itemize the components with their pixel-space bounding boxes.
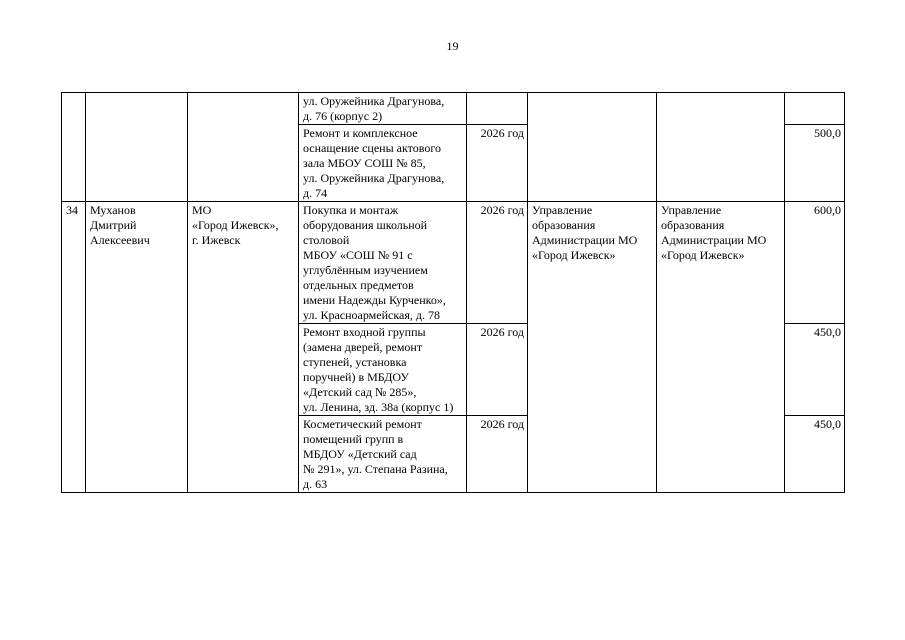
recipient-cell bbox=[657, 93, 785, 202]
amount-cell bbox=[785, 93, 845, 125]
year-cell: 2026 год bbox=[467, 125, 528, 202]
district-cell: МО «Город Ижевск», г. Ижевск bbox=[188, 202, 299, 493]
description-cell: Косметический ремонт помещений групп в МБДОУ «Детский сад № 291», ул. Степана Разина, д. 63 bbox=[299, 416, 467, 493]
year-cell: 2026 год bbox=[467, 416, 528, 493]
year-cell: 2026 год bbox=[467, 202, 528, 324]
deputy-name-cell bbox=[86, 93, 188, 202]
allocation-table bbox=[61, 92, 845, 493]
amount-cell: 450,0 bbox=[785, 416, 845, 493]
description-cell: Покупка и монтаж оборудования школьной столовой МБОУ «СОШ № 91 с углублённым изучением отдельных предметов имени Надежды Курченко», ул. Красноармейская, д. 78 bbox=[299, 202, 467, 324]
amount-cell: 600,0 bbox=[785, 202, 845, 324]
year-cell: 2026 год bbox=[467, 324, 528, 416]
table-row bbox=[62, 93, 845, 125]
row-number-cell: 34 bbox=[62, 202, 86, 493]
administrator-cell bbox=[528, 93, 657, 202]
description-cell: ул. Оружейника Драгунова, д. 76 (корпус 2) bbox=[299, 93, 467, 125]
description-cell: Ремонт и комплексное оснащение сцены актового зала МБОУ СОШ № 85, ул. Оружейника Драгунова, д. 74 bbox=[299, 125, 467, 202]
recipient-cell: Управление образования Администрации МО «Город Ижевск» bbox=[657, 202, 785, 493]
amount-cell: 500,0 bbox=[785, 125, 845, 202]
page-number: 19 bbox=[446, 39, 459, 53]
description-cell: Ремонт входной группы (замена дверей, ремонт ступеней, установка поручней) в МБДОУ «Детский сад № 285», ул. Ленина, зд. 38а (корпус 1) bbox=[299, 324, 467, 416]
row-number-cell bbox=[62, 93, 86, 202]
administrator-cell: Управление образования Администрации МО «Город Ижевск» bbox=[528, 202, 657, 493]
amount-cell: 450,0 bbox=[785, 324, 845, 416]
deputy-name-cell: Муханов Дмитрий Алексеевич bbox=[86, 202, 188, 493]
table-row bbox=[62, 202, 845, 324]
district-cell bbox=[188, 93, 299, 202]
year-cell bbox=[467, 93, 528, 125]
